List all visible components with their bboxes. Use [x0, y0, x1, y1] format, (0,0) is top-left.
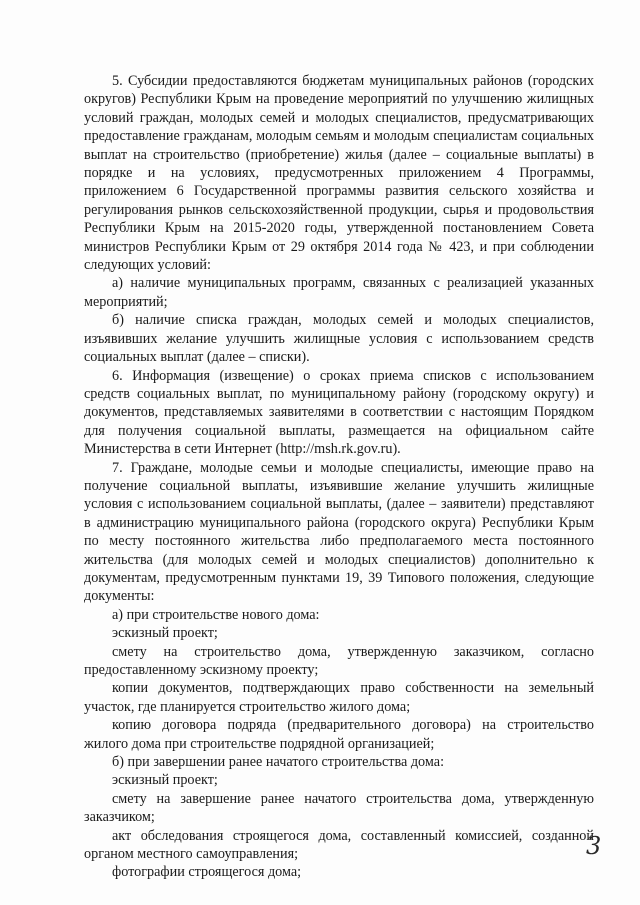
paragraph-5b: б) наличие списка граждан, молодых семей и молодых специалистов, изъявивших желание улучшить жилищные условия с использованием средств социальных выплат (далее – списки). [84, 312, 594, 366]
list-item: акт обследования строящегося дома, составленный комиссией, созданной органом местного самоуправления; [84, 827, 594, 863]
paragraph-7: 7. Граждане, молодые семьи и молодые специалисты, имеющие право на получение социальной выплаты, изъявившие желание улучшить жилищные условия с использованием социальной выплаты, (далее – заявители) представляют в администрацию муниципального района (городского округа) Республики Крым по месту постоянного жительства либо предполагаемого места постоянного жительства (для молодых семей и молодых специалистов) дополнительно к документам, предусмотренным пунктами 19, 39 Типового положения, следующие документы: [84, 459, 594, 605]
paragraph-5: 5. Субсидии предоставляются бюджетам муниципальных районов (городских округов) Республики Крым на проведение мероприятий по улучшению жилищных условий граждан, молодых семей и молодых специалистов, предусматривающих предоставление гражданам, молодым семьям и молодым специалистам социальных выплат на строительство (приобретение) жилья (далее – социальные выплаты) в порядке и на условиях, предусмотренных приложением 4 Программы, приложением 6 Государственной программы развития сельского хозяйства и регулирования рынков сельскохозяйственной продукции, сырья и продовольствия Республики Крым на 2015-2020 годы, утвержденной постановлением Совета министров Республики Крым от 29 октября 2014 года № 423, и при соблюдении следующих условий: [84, 73, 594, 274]
list-item: эскизный проект; [112, 772, 218, 789]
list-item: смету на строительство дома, утвержденную заказчиком, согласно предоставленному эскизному проекту; [84, 643, 594, 678]
page-number: 3 [586, 832, 602, 860]
paragraph-7a: а) при строительстве нового дома: [112, 606, 320, 623]
list-item: фотографии строящегося дома; [112, 864, 302, 881]
paragraph-6: 6. Информация (извещение) о сроках приема списков с использованием средств социальных выплат, по муниципальному району (городскому округу) и документов, представляемых заявителями в соответствии с настоящим Порядком для получения социальной выплаты, размещается на официальном сайте Министерства в сети Интернет (http://msh.rk.gov.ru). [84, 367, 594, 458]
paragraph-5a: а) наличие муниципальных программ, связанных с реализацией указанных мероприятий; [84, 275, 594, 310]
paragraph-7b: б) при завершении ранее начатого строительства дома: [112, 754, 445, 771]
list-item: эскизный проект; [112, 625, 218, 642]
document-body [84, 72, 594, 882]
list-item: копию договора подряда (предварительного договора) на строительство жилого дома при строительстве подрядной организацией; [84, 717, 594, 752]
list-item: копии документов, подтверждающих право собственности на земельный участок, где планируется строительство жилого дома; [84, 680, 594, 715]
list-item: смету на завершение ранее начатого строительства дома, утвержденную заказчиком; [84, 790, 594, 826]
